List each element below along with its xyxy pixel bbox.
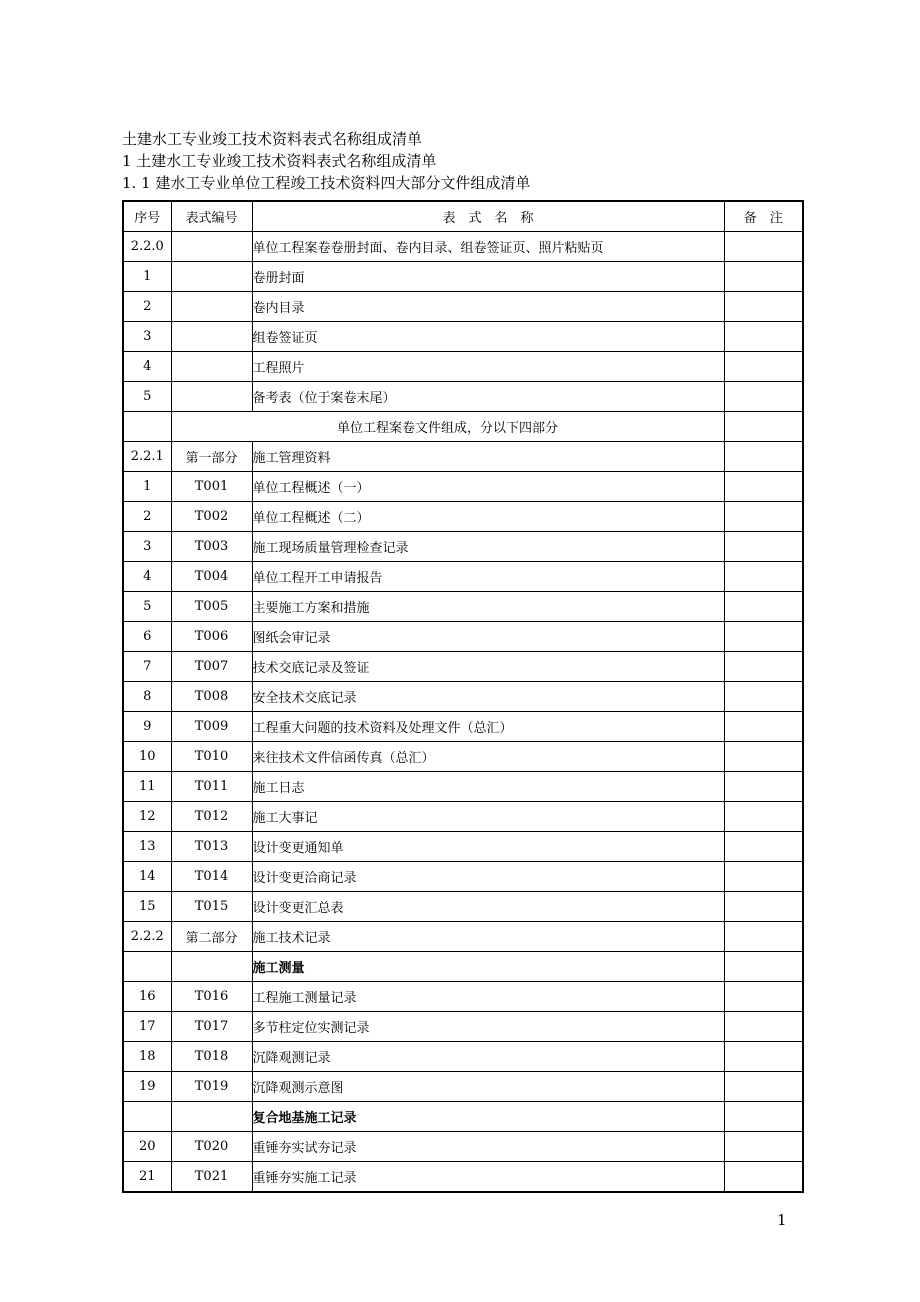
table-row xyxy=(123,502,803,532)
cell-seq: 11 xyxy=(123,772,171,802)
cell-remark xyxy=(724,922,803,952)
cell-name: 主要施工方案和措施 xyxy=(252,592,724,622)
cell-name: 工程重大问题的技术资料及处理文件（总汇） xyxy=(252,712,724,742)
table-row xyxy=(123,322,803,352)
table-row xyxy=(123,772,803,802)
cell-seq: 2.2.1 xyxy=(123,442,171,472)
cell-remark xyxy=(724,442,803,472)
cell-name: 图纸会审记录 xyxy=(252,622,724,652)
cell-seq: 7 xyxy=(123,652,171,682)
table-row xyxy=(123,472,803,502)
cell-seq: 12 xyxy=(123,802,171,832)
cell-remark xyxy=(724,712,803,742)
cell-name: 施工管理资料 xyxy=(252,442,724,472)
table-row xyxy=(123,1102,803,1132)
cell-name: 来往技术文件信函传真（总汇） xyxy=(252,742,724,772)
cell-seq xyxy=(123,952,171,982)
cell-seq: 21 xyxy=(123,1162,171,1193)
table-row xyxy=(123,352,803,382)
cell-seq: 15 xyxy=(123,892,171,922)
cell-name: 施工日志 xyxy=(252,772,724,802)
cell-seq: 13 xyxy=(123,832,171,862)
cell-remark xyxy=(724,412,803,442)
subsection-heading: 1. 1 建水工专业单位工程竣工技术资料四大部分文件组成清单 xyxy=(122,174,531,192)
cell-code: 第二部分 xyxy=(171,922,252,952)
cell-code xyxy=(171,292,252,322)
table-row xyxy=(123,712,803,742)
cell-seq: 6 xyxy=(123,622,171,652)
cell-seq: 18 xyxy=(123,1042,171,1072)
cell-code: T014 xyxy=(171,862,252,892)
cell-code xyxy=(171,382,252,412)
cell-name: 施工现场质量管理检查记录 xyxy=(252,532,724,562)
cell-remark xyxy=(724,1072,803,1102)
table-row xyxy=(123,592,803,622)
cell-seq: 2 xyxy=(123,292,171,322)
table-row xyxy=(123,532,803,562)
document-title: 土建水工专业竣工技术资料表式名称组成清单 xyxy=(122,130,423,148)
cell-remark xyxy=(724,1132,803,1162)
cell-remark xyxy=(724,652,803,682)
table-row xyxy=(123,292,803,322)
cell-remark xyxy=(724,742,803,772)
cell-code: T012 xyxy=(171,802,252,832)
table-row xyxy=(123,562,803,592)
cell-name: 工程施工测量记录 xyxy=(252,982,724,1012)
cell-remark xyxy=(724,802,803,832)
cell-code: T005 xyxy=(171,592,252,622)
cell-seq: 3 xyxy=(123,532,171,562)
cell-remark xyxy=(724,1012,803,1042)
cell-name: 组卷签证页 xyxy=(252,322,724,352)
cell-seq: 3 xyxy=(123,322,171,352)
cell-seq: 2.2.2 xyxy=(123,922,171,952)
cell-name: 单位工程开工申请报告 xyxy=(252,562,724,592)
cell-seq xyxy=(123,412,171,442)
cell-remark xyxy=(724,682,803,712)
cell-code xyxy=(171,262,252,292)
cell-remark xyxy=(724,1162,803,1193)
table-row xyxy=(123,682,803,712)
cell-remark xyxy=(724,382,803,412)
section-heading: 1 土建水工专业竣工技术资料表式名称组成清单 xyxy=(122,152,437,170)
cell-remark xyxy=(724,262,803,292)
header-seq: 序号 xyxy=(123,201,171,232)
cell-name: 设计变更汇总表 xyxy=(252,892,724,922)
cell-name: 安全技术交底记录 xyxy=(252,682,724,712)
cell-code: T011 xyxy=(171,772,252,802)
document-titles xyxy=(122,128,530,194)
cell-code: T007 xyxy=(171,652,252,682)
cell-seq: 9 xyxy=(123,712,171,742)
cell-seq: 4 xyxy=(123,562,171,592)
cell-seq: 5 xyxy=(123,592,171,622)
cell-remark xyxy=(724,472,803,502)
cell-seq: 5 xyxy=(123,382,171,412)
cell-seq: 2.2.0 xyxy=(123,232,171,262)
cell-code: T009 xyxy=(171,712,252,742)
cell-name: 单位工程概述（一） xyxy=(252,472,724,502)
cell-seq: 4 xyxy=(123,352,171,382)
cell-name: 施工大事记 xyxy=(252,802,724,832)
cell-seq: 10 xyxy=(123,742,171,772)
cell-code: T017 xyxy=(171,1012,252,1042)
table-row xyxy=(123,622,803,652)
table-row xyxy=(123,862,803,892)
table-row xyxy=(123,922,803,952)
table-row xyxy=(123,232,803,262)
cell-code: T015 xyxy=(171,892,252,922)
cell-remark xyxy=(724,502,803,532)
cell-code: T006 xyxy=(171,622,252,652)
header-name: 表 式 名 称 xyxy=(252,201,724,232)
cell-name: 多节柱定位实测记录 xyxy=(252,1012,724,1042)
cell-code: T016 xyxy=(171,982,252,1012)
cell-seq: 1 xyxy=(123,472,171,502)
table-row xyxy=(123,382,803,412)
table-header-row xyxy=(123,201,803,232)
cell-code: T004 xyxy=(171,562,252,592)
cell-code xyxy=(171,952,252,982)
table-row xyxy=(123,1012,803,1042)
cell-name: 设计变更洽商记录 xyxy=(252,862,724,892)
cell-name: 单位工程案卷卷册封面、卷内目录、组卷签证页、照片粘贴页 xyxy=(252,232,724,262)
cell-remark xyxy=(724,292,803,322)
cell-name: 卷册封面 xyxy=(252,262,724,292)
cell-name-group: 施工测量 xyxy=(252,952,724,982)
cell-name: 备考表（位于案卷末尾） xyxy=(252,382,724,412)
table-row xyxy=(123,742,803,772)
cell-code: T002 xyxy=(171,502,252,532)
cell-code: T010 xyxy=(171,742,252,772)
table-body xyxy=(123,232,803,1193)
cell-code: T001 xyxy=(171,472,252,502)
cell-remark xyxy=(724,232,803,262)
cell-name: 沉降观测示意图 xyxy=(252,1072,724,1102)
cell-seq: 2 xyxy=(123,502,171,532)
cell-seq: 1 xyxy=(123,262,171,292)
table-row xyxy=(123,652,803,682)
cell-code: T021 xyxy=(171,1162,252,1193)
table-row xyxy=(123,952,803,982)
cell-remark xyxy=(724,982,803,1012)
cell-code: T020 xyxy=(171,1132,252,1162)
cell-name: 沉降观测记录 xyxy=(252,1042,724,1072)
cell-code: T018 xyxy=(171,1042,252,1072)
cell-code: T008 xyxy=(171,682,252,712)
table-row xyxy=(123,982,803,1012)
cell-remark xyxy=(724,322,803,352)
cell-remark xyxy=(724,832,803,862)
header-code: 表式编号 xyxy=(171,201,252,232)
cell-name: 卷内目录 xyxy=(252,292,724,322)
cell-name: 工程照片 xyxy=(252,352,724,382)
cell-remark xyxy=(724,622,803,652)
cell-seq xyxy=(123,1102,171,1132)
forms-list-table xyxy=(122,200,804,1193)
cell-name: 技术交底记录及签证 xyxy=(252,652,724,682)
cell-code xyxy=(171,1102,252,1132)
cell-seq: 20 xyxy=(123,1132,171,1162)
cell-remark xyxy=(724,1102,803,1132)
cell-name: 设计变更通知单 xyxy=(252,832,724,862)
table-row xyxy=(123,802,803,832)
cell-remark xyxy=(724,532,803,562)
cell-code xyxy=(171,352,252,382)
cell-code: 第一部分 xyxy=(171,442,252,472)
table-row xyxy=(123,832,803,862)
cell-name: 重锤夯实施工记录 xyxy=(252,1162,724,1193)
table-row xyxy=(123,262,803,292)
cell-remark xyxy=(724,892,803,922)
cell-code: T019 xyxy=(171,1072,252,1102)
cell-code: T013 xyxy=(171,832,252,862)
cell-name-group: 复合地基施工记录 xyxy=(252,1102,724,1132)
cell-remark xyxy=(724,952,803,982)
cell-name: 单位工程概述（二） xyxy=(252,502,724,532)
cell-code xyxy=(171,322,252,352)
cell-remark xyxy=(724,562,803,592)
cell-seq: 17 xyxy=(123,1012,171,1042)
table-row xyxy=(123,442,803,472)
cell-remark xyxy=(724,592,803,622)
cell-remark xyxy=(724,352,803,382)
cell-seq: 14 xyxy=(123,862,171,892)
table-row xyxy=(123,1132,803,1162)
page-number: 1 xyxy=(777,1211,787,1229)
table-row xyxy=(123,1162,803,1193)
table-row xyxy=(123,1042,803,1072)
table-row xyxy=(123,892,803,922)
table-row xyxy=(123,1072,803,1102)
cell-seq: 19 xyxy=(123,1072,171,1102)
cell-seq: 8 xyxy=(123,682,171,712)
cell-seq: 16 xyxy=(123,982,171,1012)
table-row xyxy=(123,412,803,442)
cell-name: 施工技术记录 xyxy=(252,922,724,952)
cell-code: T003 xyxy=(171,532,252,562)
header-remark: 备 注 xyxy=(724,201,803,232)
cell-remark xyxy=(724,772,803,802)
cell-name-merged: 单位工程案卷文件组成，分以下四部分 xyxy=(171,412,724,442)
cell-name: 重锤夯实试夯记录 xyxy=(252,1132,724,1162)
cell-code xyxy=(171,232,252,262)
cell-remark xyxy=(724,1042,803,1072)
cell-remark xyxy=(724,862,803,892)
